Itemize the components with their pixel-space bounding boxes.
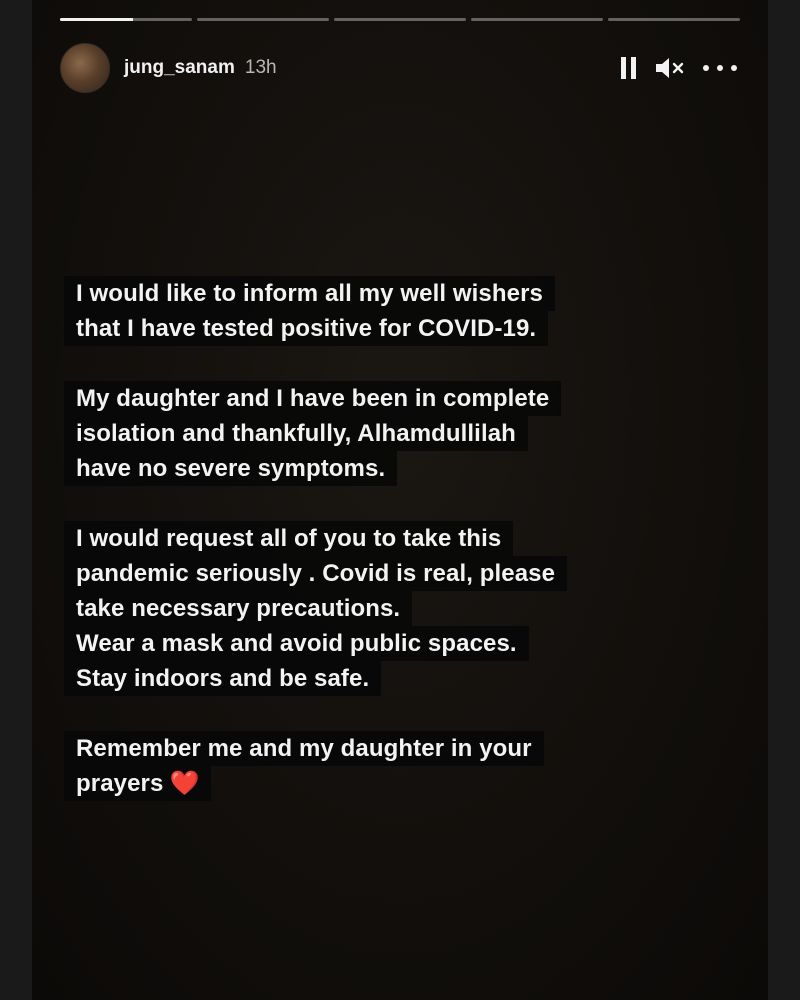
caption-line: pandemic seriously . Covid is real, please bbox=[64, 556, 567, 591]
progress-segment bbox=[608, 18, 740, 21]
progress-segment bbox=[471, 18, 603, 21]
pause-icon[interactable] bbox=[618, 55, 640, 81]
caption-line: Wear a mask and avoid public spaces. bbox=[64, 626, 529, 661]
text-row bbox=[64, 381, 764, 416]
caption-line: have no severe symptoms. bbox=[64, 451, 397, 486]
paragraph-gap bbox=[64, 346, 764, 381]
progress-fill bbox=[60, 18, 133, 21]
story-header bbox=[60, 43, 740, 93]
muted-speaker-icon[interactable] bbox=[654, 55, 686, 81]
story-text-caption bbox=[64, 276, 764, 801]
progress-segment bbox=[60, 18, 192, 21]
text-row bbox=[64, 661, 764, 696]
caption-line: prayers ❤️ bbox=[64, 766, 211, 801]
caption-line: Remember me and my daughter in your bbox=[64, 731, 544, 766]
text-row bbox=[64, 416, 764, 451]
text-row bbox=[64, 521, 764, 556]
text-row bbox=[64, 276, 764, 311]
avatar[interactable] bbox=[60, 43, 110, 93]
heart-emoji: ❤️ bbox=[169, 770, 200, 797]
text-row bbox=[64, 626, 764, 661]
text-row bbox=[64, 591, 764, 626]
caption-line: My daughter and I have been in complete bbox=[64, 381, 561, 416]
progress-segment bbox=[197, 18, 329, 21]
story-progress-bar bbox=[60, 18, 740, 21]
caption-line: that I have tested positive for COVID-19. bbox=[64, 311, 548, 346]
text-row bbox=[64, 451, 764, 486]
caption-line: I would like to inform all my well wishers bbox=[64, 276, 555, 311]
caption-line: Stay indoors and be safe. bbox=[64, 661, 381, 696]
caption-line: take necessary precautions. bbox=[64, 591, 412, 626]
text-row bbox=[64, 766, 764, 801]
caption-line: I would request all of you to take this bbox=[64, 521, 513, 556]
paragraph-gap bbox=[64, 696, 764, 731]
text-row bbox=[64, 556, 764, 591]
post-time: 13h bbox=[244, 57, 277, 78]
more-options-icon[interactable] bbox=[700, 55, 740, 81]
progress-segment bbox=[334, 18, 466, 21]
username[interactable]: jung_sanam bbox=[124, 57, 235, 78]
text-row bbox=[64, 311, 764, 346]
paragraph-gap bbox=[64, 486, 764, 521]
story-controls bbox=[618, 55, 740, 81]
text-row bbox=[64, 731, 764, 766]
caption-line: isolation and thankfully, Alhamdullilah bbox=[64, 416, 528, 451]
